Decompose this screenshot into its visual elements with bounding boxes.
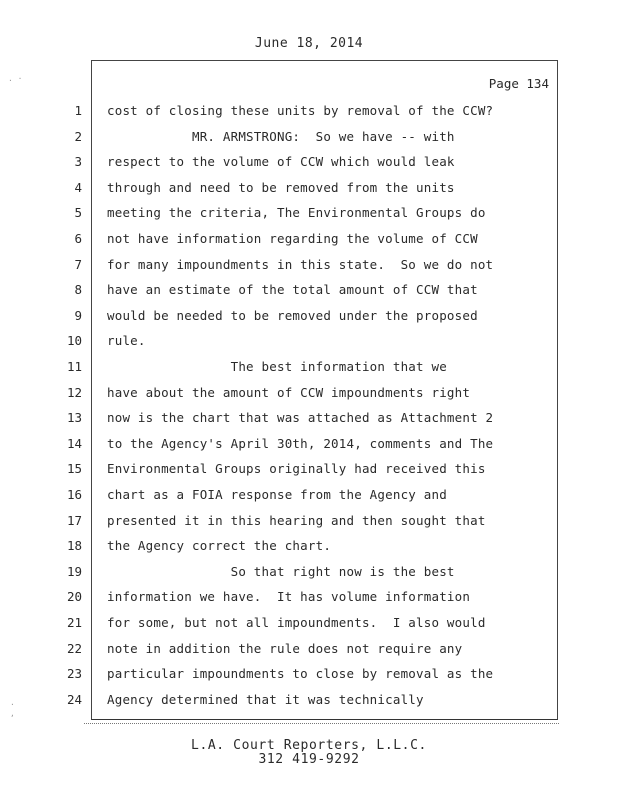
line-number: 13 (66, 410, 82, 426)
line-number: 11 (66, 359, 82, 374)
line-number: 20 (66, 589, 82, 605)
transcript-line-text: Environmental Groups originally had received this (107, 461, 486, 477)
line-number: 14 (66, 435, 82, 451)
transcript-line-text: respect to the volume of CCW which would leak (107, 154, 455, 170)
line-number: 22 (66, 640, 82, 656)
line-number: 24 (66, 691, 82, 707)
transcript-line-text: note in addition the rule does not require any (107, 640, 463, 656)
line-number: 16 (66, 487, 82, 502)
line-number: 2 (74, 128, 82, 144)
court-reporter-name: L.A. Court Reporters, L.L.C. (191, 738, 427, 753)
scan-speck: . · (8, 74, 23, 83)
transcript-line-text: for many impoundments in this state. So we do not (107, 256, 494, 272)
transcript-line-text: presented it in this hearing and then sought that (107, 512, 486, 528)
transcript-date-header: June 18, 2014 (254, 36, 364, 51)
line-number: 5 (74, 205, 82, 221)
line-number: 3 (74, 154, 82, 170)
transcript-line-text: Agency determined that it was technically (107, 691, 424, 707)
line-number: 15 (66, 461, 82, 477)
transcript-line-text: to the Agency's April 30th, 2014, comments and The (107, 435, 494, 451)
line-number: 21 (66, 615, 82, 630)
transcript-line-text: now is the chart that was attached as Attachment 2 (107, 410, 494, 426)
transcript-line-text: through and need to be removed from the units (107, 179, 455, 195)
line-number: 8 (74, 282, 82, 298)
transcript-line-text: The best information that we (107, 359, 447, 374)
transcript-line-text: the Agency correct the chart. (107, 538, 332, 554)
transcript-line-text: cost of closing these units by removal of the CCW? (107, 103, 494, 118)
court-reporter-phone: 312 419-9292 (258, 752, 360, 767)
transcript-line-text: chart as a FOIA response from the Agency and (107, 487, 447, 502)
line-number: 23 (66, 666, 82, 682)
line-number: 1 (74, 103, 82, 118)
transcript-line-text: would be needed to be removed under the proposed (107, 307, 478, 323)
line-number: 6 (74, 231, 82, 246)
transcript-line-text: So that right now is the best (107, 563, 455, 579)
line-number: 19 (66, 563, 82, 579)
transcript-line-text: MR. ARMSTRONG: So we have -- with (107, 128, 455, 144)
transcript-line-text: have about the amount of CCW impoundments right (107, 384, 471, 400)
transcript-line-text: information we have. It has volume information (107, 589, 471, 605)
page-number: Page 134 (488, 76, 549, 91)
line-number: 12 (66, 384, 82, 400)
line-number: 4 (74, 179, 82, 195)
line-number: 10 (66, 333, 82, 349)
transcript-line-text: rule. (107, 333, 146, 349)
transcript-line-text: particular impoundments to close by removal as the (107, 666, 494, 682)
scan-speck: · , (10, 700, 15, 718)
line-number: 9 (74, 307, 82, 323)
transcript-line-text: not have information regarding the volume of CCW (107, 231, 478, 246)
transcript-line-text: for some, but not all impoundments. I also would (107, 615, 486, 630)
transcript-line-text: meeting the criteria, The Environmental Groups do (107, 205, 486, 221)
line-number: 17 (66, 512, 82, 528)
line-number: 18 (66, 538, 82, 554)
transcript-line-text: have an estimate of the total amount of CCW that (107, 282, 478, 298)
line-number: 7 (74, 256, 82, 272)
